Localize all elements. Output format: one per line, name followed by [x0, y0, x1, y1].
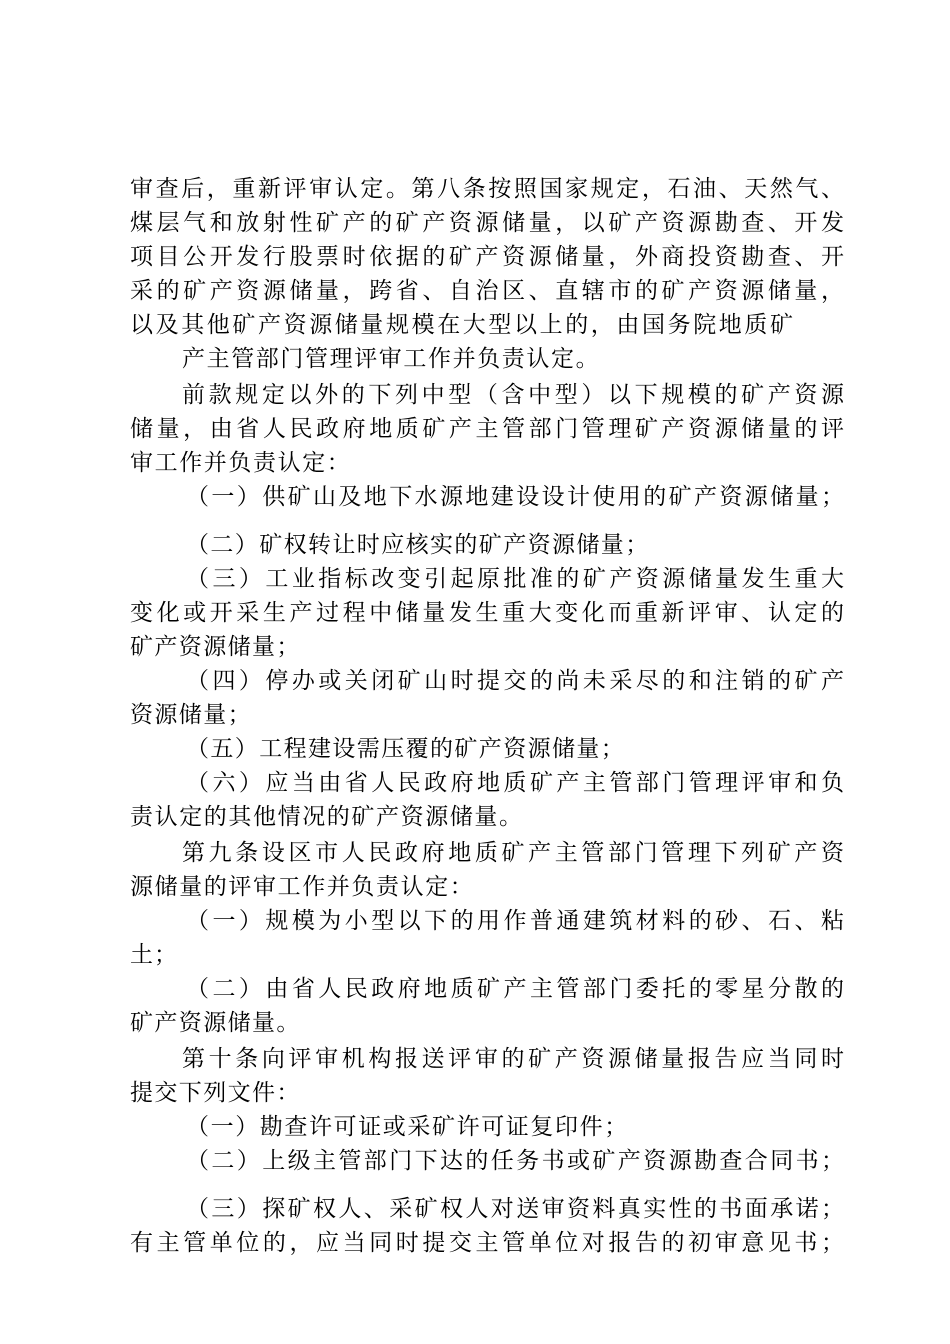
text-line: 储量，由省人民政府地质矿产主管部门管理矿产资源储量的评	[130, 416, 845, 442]
text-line: 提交下列文件：	[130, 1080, 301, 1106]
text-line: （一）勘查许可证或采矿许可证复印件；	[186, 1114, 629, 1140]
text-line: （二）上级主管部门下达的任务书或矿产资源勘查合同书；	[186, 1148, 845, 1174]
text-line: 前款规定以外的下列中型（含中型）以下规模的矿产资源	[182, 382, 845, 408]
text-line: （一）规模为小型以下的用作普通建筑材料的砂、石、粘	[186, 908, 845, 934]
text-line: 源储量的评审工作并负责认定：	[130, 874, 475, 900]
text-line: 变化或开采生产过程中储量发生重大变化而重新评审、认定的	[130, 600, 845, 626]
text-line: （二）矿权转让时应核实的矿产资源储量；	[186, 532, 650, 558]
text-line: 矿产资源储量；	[130, 634, 301, 660]
text-line: 责认定的其他情况的矿产资源储量。	[130, 804, 524, 830]
text-line: （三）工业指标改变引起原批准的矿产资源储量发生重大	[186, 566, 845, 592]
text-line: （一）供矿山及地下水源地建设设计使用的矿产资源储量；	[186, 484, 845, 510]
text-line: 有主管单位的，应当同时提交主管单位对报告的初审意见书；	[130, 1230, 845, 1256]
text-line: （三）探矿权人、采矿权人对送审资料真实性的书面承诺；	[186, 1196, 845, 1222]
text-line: 审工作并负责认定：	[130, 450, 352, 476]
text-line: 第十条向评审机构报送评审的矿产资源储量报告应当同时	[182, 1046, 845, 1072]
text-line: （六）应当由省人民政府地质矿产主管部门管理评审和负	[186, 770, 845, 796]
text-line: 审查后，重新评审认定。第八条按照国家规定，石油、天然气、	[130, 176, 845, 202]
text-line: （五）工程建设需压覆的矿产资源储量；	[186, 736, 626, 762]
text-line: （四）停办或关闭矿山时提交的尚未采尽的和注销的矿产	[186, 668, 845, 694]
text-line: 土；	[130, 942, 178, 968]
text-line: 采的矿产资源储量，跨省、自治区、直辖市的矿产资源储量，	[130, 278, 845, 304]
text-line: 第九条设区市人民政府地质矿产主管部门管理下列矿产资	[182, 840, 845, 866]
text-line: 煤层气和放射性矿产的矿产资源储量，以矿产资源勘查、开发	[130, 210, 845, 236]
text-line: 产主管部门管理评审工作并负责认定。	[182, 346, 601, 372]
text-line: 资源储量；	[130, 702, 252, 728]
text-line: （二）由省人民政府地质矿产主管部门委托的零星分散的	[186, 976, 845, 1002]
text-line: 矿产资源储量。	[130, 1010, 301, 1036]
text-line: 以及其他矿产资源储量规模在大型以上的，由国务院地质矿	[130, 312, 796, 338]
text-line: 项目公开发行股票时依据的矿产资源储量，外商投资勘查、开	[130, 244, 845, 270]
